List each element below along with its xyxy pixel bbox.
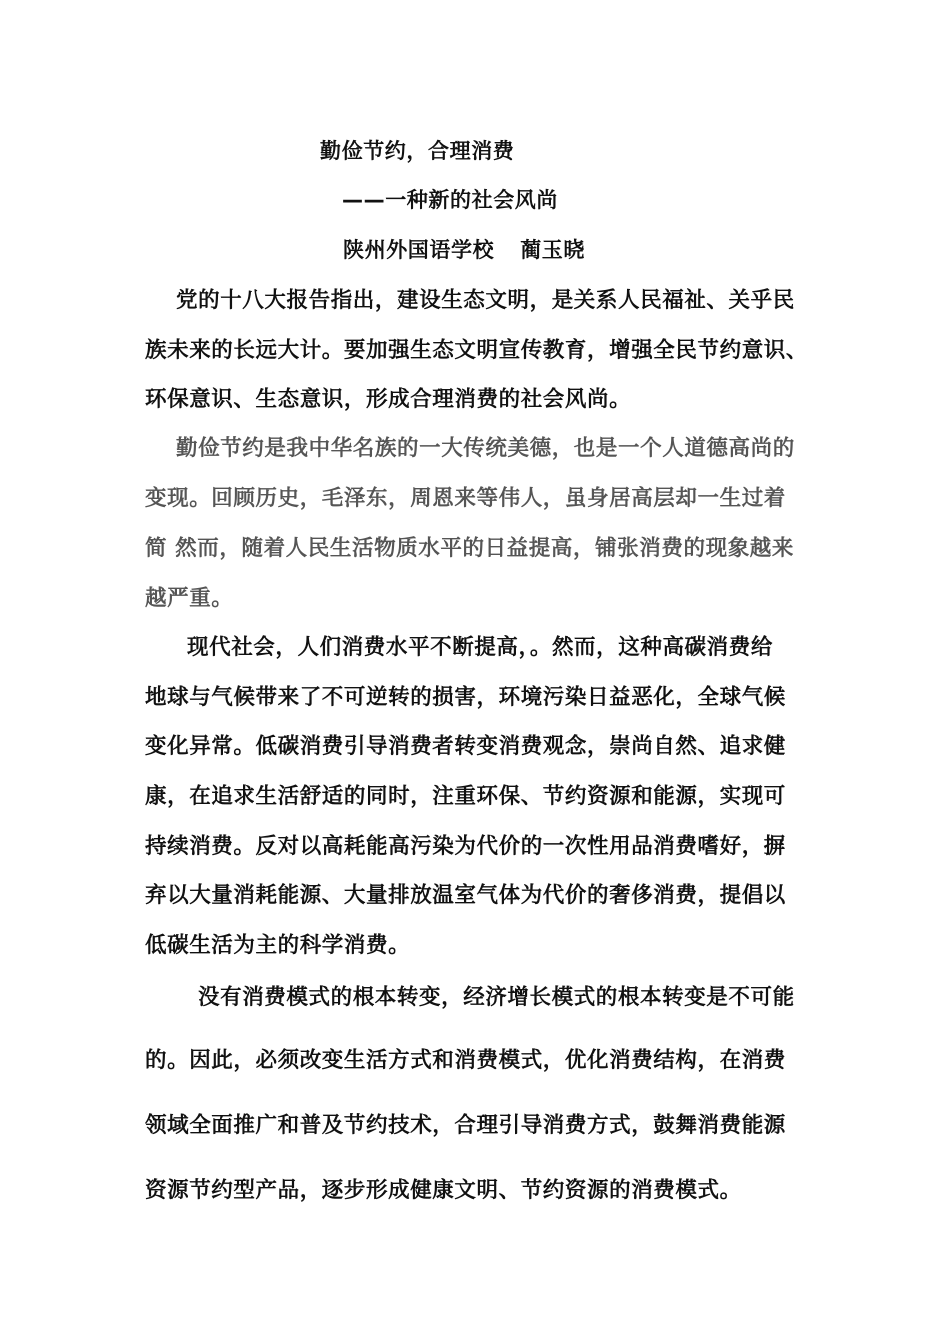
paragraph-3-line-7: 低碳生活为主的科学消费。 [145,933,411,958]
paragraph-3-line-6: 弃以大量消耗能源、大量排放温室气体为代价的奢侈消费，提倡以 [145,883,786,908]
paragraph-3-line-2: 地球与气候带来了不可逆转的损害，环境污染日益恶化，全球气候 [145,685,786,710]
byline-author: 蔺玉晓 [520,238,586,262]
paragraph-4-line-4: 资源节约型产品，逐步形成健康文明、节约资源的消费模式。 [145,1178,742,1203]
paragraph-3-line-3: 变化异常。低碳消费引导消费者转变消费观念，崇尚自然、追求健 [145,734,786,759]
paragraph-1-line-1: 党的十八大报告指出，建设生态文明，是关系人民福祉、关乎民 [176,288,795,313]
paragraph-3-line-5: 持续消费。反对以高耗能高污染为代价的一次性用品消费嗜好，摒 [145,834,786,859]
page-subtitle: ——一种新的社会风尚 [342,188,558,212]
paragraph-2-line-1: 勤俭节约是我中华名族的一大传统美德，也是一个人道德高尚的 [176,436,795,461]
paragraph-3-line-1: 现代社会，人们消费水平不断提高，。然而，这种高碳消费给 [187,635,773,660]
paragraph-1-line-2: 族未来的长远大计。要加强生态文明宣传教育，增强全民节约意识、 [145,338,809,363]
paragraph-2-line-4: 越严重。 [145,586,234,611]
paragraph-2-line-2: 变现。回顾历史，毛泽东，周恩来等伟人，虽身居高层却一生过着 [145,486,786,511]
paragraph-3-line-4: 康，在追求生活舒适的同时，注重环保、节约资源和能源，实现可 [145,784,786,809]
paragraph-4-line-1: 没有消费模式的根本转变，经济增长模式的根本转变是不可能 [198,985,795,1010]
paragraph-2-line-3: 简 然而，随着人民生活物质水平的日益提高，铺张消费的现象越来 [145,536,794,561]
page-title: 勤俭节约，合理消费 [320,139,515,163]
byline [343,235,643,265]
paragraph-4-line-2: 的。因此，必须改变生活方式和消费模式，优化消费结构，在消费 [145,1048,786,1073]
byline-school: 陕州外国语学校 [343,238,495,262]
paragraph-4-line-3: 领域全面推广和普及节约技术，合理引导消费方式，鼓舞消费能源 [145,1113,786,1138]
paragraph-1-line-3: 环保意识、生态意识，形成合理消费的社会风尚。 [145,387,632,412]
